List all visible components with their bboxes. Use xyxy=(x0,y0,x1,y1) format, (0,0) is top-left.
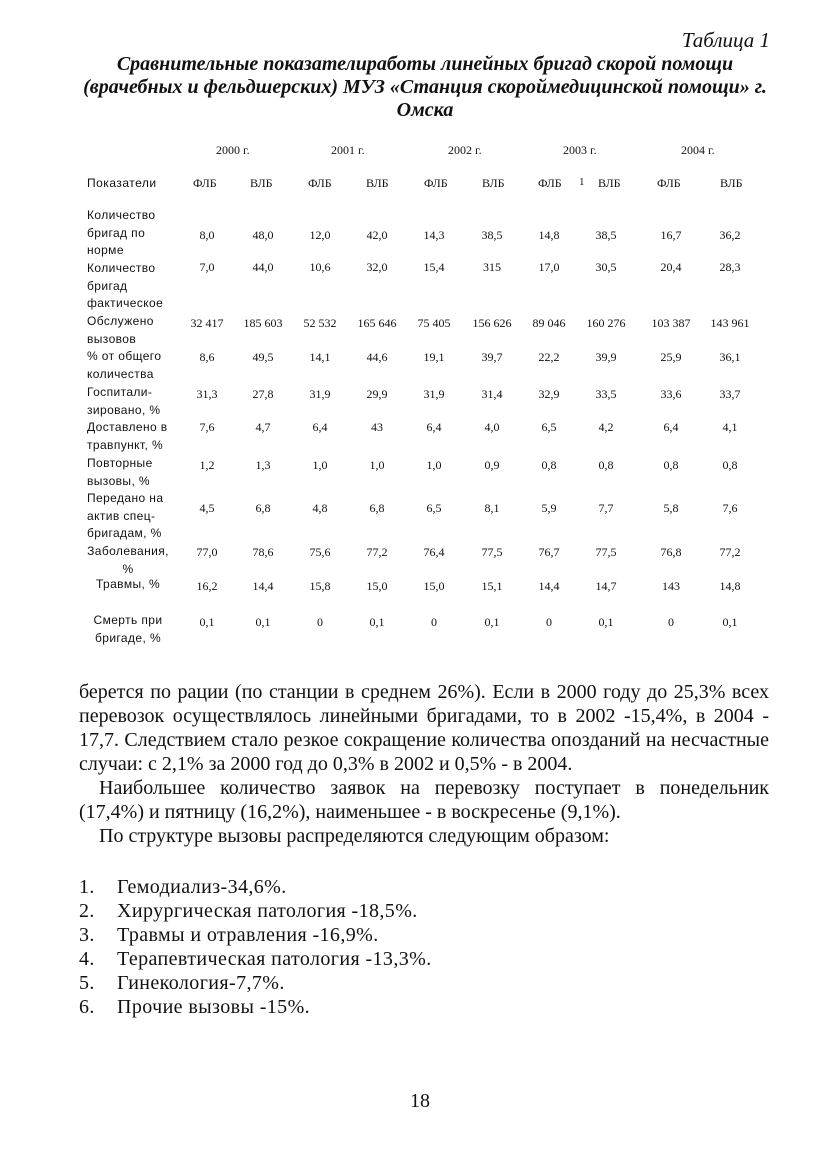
table-cell: 49,5 xyxy=(252,350,274,364)
table-cell: 6,4 xyxy=(312,420,328,434)
table-cell: 15,8 xyxy=(309,579,331,593)
call-structure-list xyxy=(79,875,769,1019)
table-cell: 15,0 xyxy=(366,579,388,593)
stray-mark: 1 xyxy=(579,176,585,188)
table-cell: 15,0 xyxy=(423,579,445,593)
col-header: ФЛБ xyxy=(193,176,217,190)
list-text: Прочие вызовы -15%. xyxy=(117,996,311,1018)
table-cell: 78,6 xyxy=(252,545,274,559)
page-number: 18 xyxy=(410,1090,430,1112)
table-cell: 0,1 xyxy=(598,615,614,629)
table-cell: 17,0 xyxy=(538,260,560,274)
year-2004: 2004 г. xyxy=(681,143,715,157)
table-cell: 32 417 xyxy=(190,316,224,330)
col-header: ФЛБ xyxy=(424,176,448,190)
table-cell: 8,6 xyxy=(199,350,215,364)
table-cell: 0,8 xyxy=(541,458,557,472)
table-cell: 0 xyxy=(317,615,323,629)
list-item xyxy=(79,947,769,971)
table-cell: 25,9 xyxy=(660,350,682,364)
list-number: 4. xyxy=(79,948,95,970)
table-cell: 32,0 xyxy=(366,260,388,274)
table-cell: 5,8 xyxy=(663,501,679,515)
table-cell: 6,8 xyxy=(255,501,271,515)
col-header: ВЛБ xyxy=(250,176,273,190)
year-2003: 2003 г. xyxy=(563,143,597,157)
col-header: ВЛБ xyxy=(598,176,621,190)
list-number: 5. xyxy=(79,972,95,994)
table-cell: 76,8 xyxy=(660,545,682,559)
table-cell: 89 046 xyxy=(532,316,566,330)
table-cell: 31,3 xyxy=(196,387,218,401)
row-label: Смерть при бригаде, % xyxy=(93,613,163,645)
row-label: Передано на актив спец- бригадам, % xyxy=(87,491,164,540)
list-number: 1. xyxy=(79,876,95,898)
table-cell: 0,1 xyxy=(369,615,385,629)
table-cell: 143 xyxy=(662,579,680,593)
table-cell: 14,1 xyxy=(309,350,331,364)
table-cell: 7,7 xyxy=(598,501,614,515)
col-header: ВЛБ xyxy=(366,176,389,190)
list-number: 2. xyxy=(79,900,95,922)
table-cell: 0,1 xyxy=(484,615,500,629)
table-cell: 31,4 xyxy=(481,387,503,401)
table-cell: 28,3 xyxy=(719,260,741,274)
table-cell: 0,1 xyxy=(255,615,271,629)
table-cell: 76,7 xyxy=(538,545,560,559)
list-text: Травмы и отравления -16,9%. xyxy=(117,924,379,946)
table-cell: 33,5 xyxy=(595,387,617,401)
col-header: ФЛБ xyxy=(308,176,332,190)
table-cell: 75,6 xyxy=(309,545,331,559)
row-label: Обслужено вызовов xyxy=(87,314,154,346)
col-header: ФЛБ xyxy=(538,176,562,190)
table-cell: 4,7 xyxy=(255,420,271,434)
table-cell: 160 276 xyxy=(586,316,626,330)
row-label: Доставлено в травпункт, % xyxy=(87,420,168,452)
table-cell: 8,1 xyxy=(484,501,500,515)
list-text: Терапевтическая патология -13,3%. xyxy=(117,948,432,970)
paragraph: Наибольшее количество заявок на перевозку поступает в понедельник (17,4%) и пятницу (16,2%), наименьшее - в воскресенье (9,1%). xyxy=(79,777,769,823)
table-cell: 315 xyxy=(483,260,501,274)
table-cell: 4,0 xyxy=(484,420,500,434)
paragraph: берется по рации (по станции в среднем 26%). Если в 2000 году до 25,3% всех перевозок осуществлялось линейными бригадами, то в 2002 -15,4%, в 2004 - 17,7. Следствием стало резкое сокращение количества опозданий на несчастные случаи: с 2,1% за 2000 год до 0,3% в 2002 и 0,5% - в 2004. xyxy=(79,681,769,775)
table-cell: 30,5 xyxy=(595,260,617,274)
table-cell: 165 646 xyxy=(357,316,397,330)
table-cell: 36,1 xyxy=(719,350,741,364)
table-cell: 1,3 xyxy=(255,458,271,472)
table-cell: 6,4 xyxy=(663,420,679,434)
indicators-header: Показатели xyxy=(87,176,157,190)
column-header-row xyxy=(0,176,840,194)
table-cell: 143 961 xyxy=(710,316,750,330)
table-cell: 39,9 xyxy=(595,350,617,364)
row-label: Заболевания, % xyxy=(87,544,169,576)
table-cell: 38,5 xyxy=(595,228,617,242)
table-cell: 0 xyxy=(668,615,674,629)
table-cell: 14,8 xyxy=(719,579,741,593)
year-2001: 2001 г. xyxy=(331,143,365,157)
table-cell: 1,0 xyxy=(426,458,442,472)
table-cell: 14,4 xyxy=(538,579,560,593)
table-title: Сравнительные показателиработы линейных бригад скорой помощи (врачебных и фельдшерских) МУЗ «Станция скороймедицинской помощи» г. Омска xyxy=(83,53,767,121)
table-cell: 29,9 xyxy=(366,387,388,401)
table-cell: 185 603 xyxy=(243,316,283,330)
table-cell: 7,6 xyxy=(199,420,215,434)
table-cell: 7,0 xyxy=(199,260,215,274)
table-cell: 15,1 xyxy=(481,579,503,593)
table-cell: 77,2 xyxy=(719,545,741,559)
row-label: Количество бригад фактическое xyxy=(87,261,164,310)
table-cell: 77,0 xyxy=(196,545,218,559)
table-cell: 14,4 xyxy=(252,579,274,593)
table-cell: 6,4 xyxy=(426,420,442,434)
table-cell: 33,7 xyxy=(719,387,741,401)
list-text: Гемодиализ-34,6%. xyxy=(117,876,287,898)
list-text: Хирургическая патология -18,5%. xyxy=(117,900,418,922)
year-2000: 2000 г. xyxy=(216,143,250,157)
table-cell: 32,9 xyxy=(538,387,560,401)
table-cell: 0,9 xyxy=(484,458,500,472)
table-cell: 27,8 xyxy=(252,387,274,401)
row-label: Повторные вызовы, % xyxy=(87,456,153,488)
table-cell: 31,9 xyxy=(309,387,331,401)
year-header-row xyxy=(0,143,840,161)
col-header: ВЛБ xyxy=(482,176,505,190)
table-cell: 75 405 xyxy=(417,316,451,330)
table-cell: 10,6 xyxy=(309,260,331,274)
table-cell: 1,0 xyxy=(369,458,385,472)
table-cell: 0,1 xyxy=(722,615,738,629)
table-cell: 1,0 xyxy=(312,458,328,472)
table-cell: 6,8 xyxy=(369,501,385,515)
row-label: Госпитали- зировано, % xyxy=(87,385,161,417)
table-cell: 0,1 xyxy=(199,615,215,629)
table-cell: 14,8 xyxy=(538,228,560,242)
table-cell: 15,4 xyxy=(423,260,445,274)
table-cell: 4,5 xyxy=(199,501,215,515)
table-cell: 38,5 xyxy=(481,228,503,242)
table-cell: 0 xyxy=(546,615,552,629)
table-cell: 76,4 xyxy=(423,545,445,559)
list-number: 6. xyxy=(79,996,95,1018)
table-label: Таблица 1 xyxy=(681,28,770,52)
table-cell: 4,8 xyxy=(312,501,328,515)
table-cell: 48,0 xyxy=(252,228,274,242)
table-cell: 14,7 xyxy=(595,579,617,593)
list-item xyxy=(79,995,769,1019)
list-item xyxy=(79,971,769,995)
col-header: ФЛБ xyxy=(657,176,681,190)
list-item xyxy=(79,923,769,947)
row-label: Травмы, % xyxy=(95,577,161,591)
table-cell: 44,0 xyxy=(252,260,274,274)
col-header: ВЛБ xyxy=(720,176,743,190)
table-cell: 0,8 xyxy=(722,458,738,472)
table-cell: 7,6 xyxy=(722,501,738,515)
table-cell: 52 532 xyxy=(303,316,337,330)
list-number: 3. xyxy=(79,924,95,946)
row-label: Количество бригад по норме xyxy=(87,208,156,257)
table-cell: 0 xyxy=(431,615,437,629)
table-cell: 4,1 xyxy=(722,420,738,434)
table-cell: 8,0 xyxy=(199,228,215,242)
table-cell: 77,2 xyxy=(366,545,388,559)
table-cell: 4,2 xyxy=(598,420,614,434)
table-cell: 156 626 xyxy=(472,316,512,330)
row-label: % от общего количества xyxy=(87,349,162,381)
table-cell: 42,0 xyxy=(366,228,388,242)
table-cell: 36,2 xyxy=(719,228,741,242)
table-cell: 0,8 xyxy=(598,458,614,472)
table-cell: 77,5 xyxy=(595,545,617,559)
table-cell: 22,2 xyxy=(538,350,560,364)
table-cell: 43 xyxy=(371,420,383,434)
table-cell: 103 387 xyxy=(651,316,691,330)
table-cell: 20,4 xyxy=(660,260,682,274)
table-cell: 77,5 xyxy=(481,545,503,559)
list-item xyxy=(79,899,769,923)
table-cell: 14,3 xyxy=(423,228,445,242)
table-cell: 5,9 xyxy=(541,501,557,515)
table-cell: 16,2 xyxy=(196,579,218,593)
paragraph: По структуре вызовы распределяются следующим образом: xyxy=(99,825,610,847)
table-cell: 39,7 xyxy=(481,350,503,364)
table-cell: 1,2 xyxy=(199,458,215,472)
year-2002: 2002 г. xyxy=(448,143,482,157)
table-cell: 6,5 xyxy=(426,501,442,515)
table-cell: 6,5 xyxy=(541,420,557,434)
table-cell: 31,9 xyxy=(423,387,445,401)
table-cell: 33,6 xyxy=(660,387,682,401)
list-item xyxy=(79,875,769,899)
body-text xyxy=(79,680,769,848)
table-cell: 19,1 xyxy=(423,350,445,364)
list-text: Гинекология-7,7%. xyxy=(117,972,285,994)
table-cell: 12,0 xyxy=(309,228,331,242)
table-cell: 16,7 xyxy=(660,228,682,242)
table-cell: 0,8 xyxy=(663,458,679,472)
table-cell: 44,6 xyxy=(366,350,388,364)
